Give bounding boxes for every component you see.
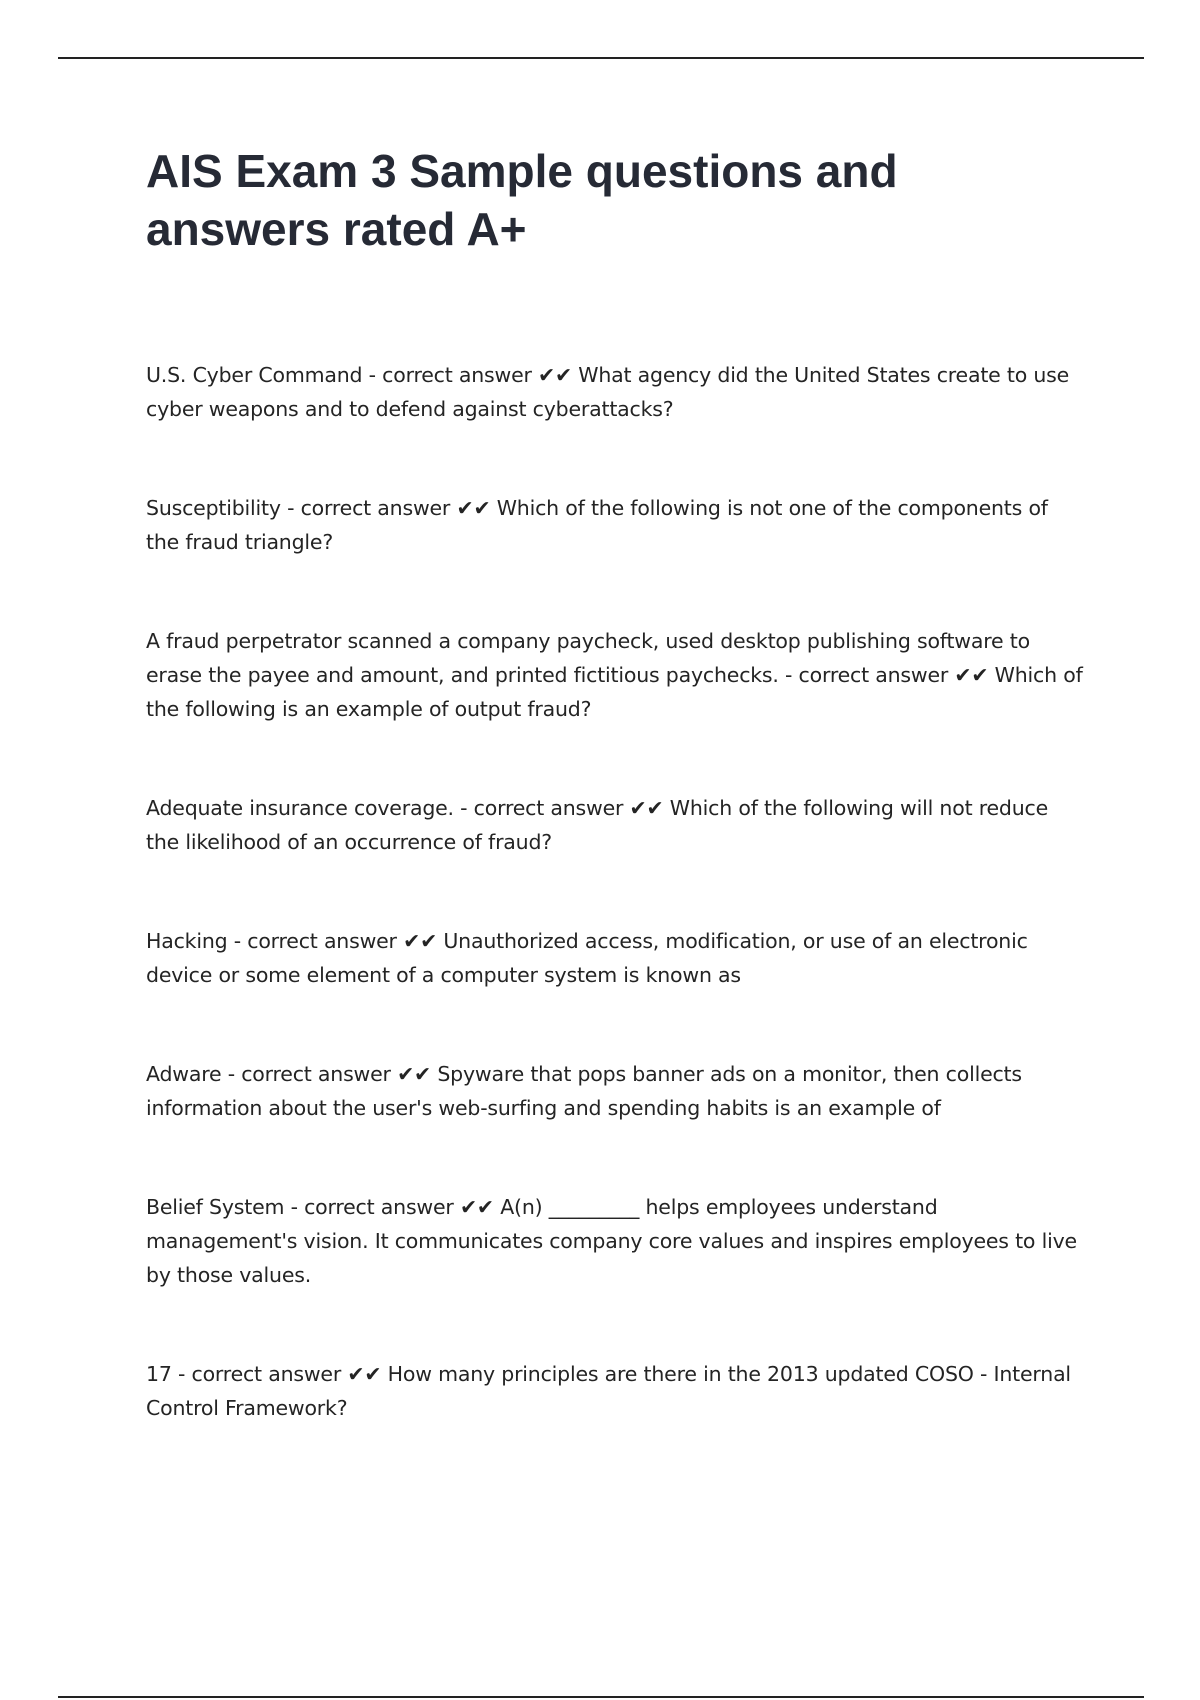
qa-item: U.S. Cyber Command - correct answer ✔✔ What agency did the United States create to use cyber weapons and to defend against cyberattacks? <box>146 363 1070 421</box>
qa-item: Hacking - correct answer ✔✔ Unauthorized access, modification, or use of an electronic device or some element of a computer system is known as <box>146 929 1028 987</box>
document-body <box>146 142 1086 1490</box>
document-title: AIS Exam 3 Sample questions and answers rated A+ <box>146 145 898 255</box>
qa-item: 17 - correct answer ✔✔ How many principles are there in the 2013 updated COSO - Internal Control Framework? <box>146 1362 1071 1420</box>
qa-item: Belief System - correct answer ✔✔ A(n) _________ helps employees understand management's vision. It communicates company core values and inspires employees to live by those values. <box>146 1195 1077 1287</box>
bottom-divider <box>58 1696 1144 1698</box>
qa-item: Adequate insurance coverage. - correct answer ✔✔ Which of the following will not reduce the likelihood of an occurrence of fraud? <box>146 796 1048 854</box>
top-divider <box>58 57 1144 59</box>
qa-item: Susceptibility - correct answer ✔✔ Which of the following is not one of the components of the fraud triangle? <box>146 496 1048 554</box>
qa-list <box>146 358 1086 1425</box>
qa-item: A fraud perpetrator scanned a company paycheck, used desktop publishing software to erase the payee and amount, and printed fictitious paychecks. - correct answer ✔✔ Which of the following is an example of output fraud? <box>146 629 1083 721</box>
qa-item: Adware - correct answer ✔✔ Spyware that pops banner ads on a monitor, then collects information about the user's web-surfing and spending habits is an example of <box>146 1062 1022 1120</box>
